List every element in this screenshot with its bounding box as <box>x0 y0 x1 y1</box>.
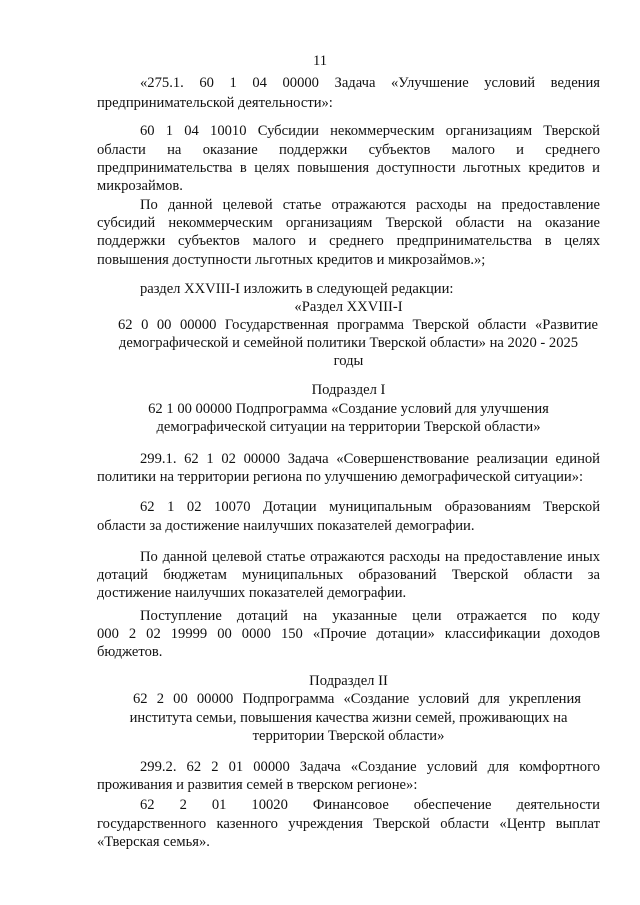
text-line: 000 2 02 19999 00 0000 150 «Прочие дотации» классификации доходов <box>97 626 600 642</box>
text-line: «Тверская семья». <box>97 834 210 850</box>
text-line: По данной целевой статье отражаются расходы на предоставление <box>140 197 600 213</box>
text-line: 62 2 01 10020 Финансовое обеспечение деятельности <box>140 797 600 813</box>
text-line: Поступление дотаций на указанные цели отражается по коду <box>140 608 600 624</box>
text-line: предпринимательской деятельности»: <box>97 95 333 111</box>
text-line: 60 1 04 10010 Субсидии некоммерческим организациям Тверской <box>140 123 600 139</box>
text-line: 62 2 00 00000 Подпрограмма «Создание условий для укрепления <box>133 691 581 707</box>
text-line: 299.1. 62 1 02 00000 Задача «Совершенствование реализации единой <box>140 451 600 467</box>
text-line: 299.2. 62 2 01 00000 Задача «Создание условий для комфортного <box>140 759 600 775</box>
text-line: института семьи, повышения качества жизни семей, проживающих на <box>129 710 568 726</box>
text-line: микрозаймов. <box>97 178 183 194</box>
text-line: годы <box>333 353 364 369</box>
subsection-heading: Подраздел I <box>311 382 386 398</box>
text-line: достижение наилучших показателей демографии. <box>97 585 407 601</box>
text-line: государственного казенного учреждения Тверской области «Центр выплат <box>97 816 600 832</box>
text-line: области за достижение наилучших показателей демографии. <box>97 518 475 534</box>
text-line: 62 0 00 00000 Государственная программа Тверской области «Развитие <box>118 317 598 333</box>
text-line: поддержки субъектов малого и среднего предпринимательства в целях <box>97 233 600 249</box>
text-line: 62 1 02 10070 Дотации муниципальным образованиям Тверской <box>140 499 600 515</box>
text-line: дотаций бюджетам муниципальных образований Тверской области за <box>97 567 600 583</box>
text-line: территории Тверской области» <box>252 728 445 744</box>
page-number: 11 <box>312 53 328 69</box>
text-line: повышения доступности льготных кредитов и микрозаймов.»; <box>97 252 486 268</box>
text-line: раздел XXVIII-I изложить в следующей редакции: <box>140 281 454 297</box>
text-line: демографической и семейной политики Тверской области» на 2020 - 2025 <box>118 335 579 351</box>
subsection-heading: Подраздел II <box>309 673 388 689</box>
text-line: «275.1. 60 1 04 00000 Задача «Улучшение условий ведения <box>140 75 600 91</box>
text-line: области на оказание поддержки субъектов малого и среднего <box>97 142 600 158</box>
text-line: 62 1 00 00000 Подпрограмма «Создание условий для улучшения <box>148 401 549 417</box>
text-line: субсидий некоммерческим организациям Тверской области на оказание <box>97 215 600 231</box>
text-line: политики на территории региона по улучшению демографической ситуации»: <box>97 469 584 485</box>
text-line: бюджетов. <box>97 644 163 660</box>
text-line: предпринимательства в целях повышения доступности льготных кредитов и <box>97 160 600 176</box>
text-line: демографической ситуации на территории Тверской области» <box>156 419 541 435</box>
section-heading: «Раздел XXVIII-I <box>294 299 403 315</box>
text-line: проживания и развития семей в тверском регионе»: <box>97 777 418 793</box>
text-line: По данной целевой статье отражаются расходы на предоставление иных <box>140 549 600 565</box>
